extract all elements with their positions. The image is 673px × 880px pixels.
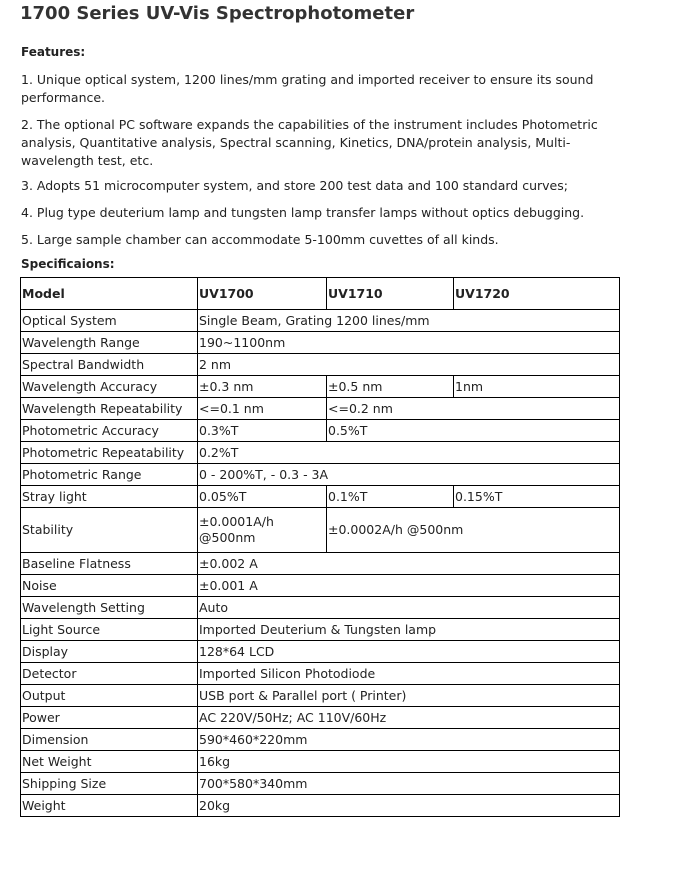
- feature-item: 3. Adopts 51 microcomputer system, and store 200 test data and 100 standard curves;: [21, 178, 568, 193]
- spec-label: Net Weight: [21, 751, 198, 773]
- spec-label: Wavelength Accuracy: [21, 376, 198, 398]
- spec-value: 1nm: [454, 376, 620, 398]
- table-row: [21, 398, 620, 420]
- table-row: [21, 310, 620, 332]
- spec-value: ±0.002 A: [198, 553, 620, 575]
- table-row: [21, 486, 620, 508]
- spec-label: Detector: [21, 663, 198, 685]
- spec-value: Single Beam, Grating 1200 lines/mm: [198, 310, 620, 332]
- table-row: [21, 332, 620, 354]
- feature-item: 4. Plug type deuterium lamp and tungsten lamp transfer lamps without optics debugging.: [21, 205, 585, 220]
- feature-item: 2. The optional PC software expands the capabilities of the instrument includes Photometric analysis, Quantitative analysis, Spectral scanning, Kinetics, DNA/protein analysis, Multi-wavelength test, etc.: [21, 117, 598, 168]
- spec-value: 2 nm: [198, 354, 620, 376]
- table-row: [21, 376, 620, 398]
- table-row: [21, 663, 620, 685]
- spec-label: Stray light: [21, 486, 198, 508]
- spec-value: ±0.3 nm: [198, 376, 327, 398]
- spec-value: Auto: [198, 597, 620, 619]
- spec-value: AC 220V/50Hz; AC 110V/60Hz: [198, 707, 620, 729]
- spec-value: 0.5%T: [327, 420, 620, 442]
- spec-label: Power: [21, 707, 198, 729]
- table-row: [21, 442, 620, 464]
- spec-value: 16kg: [198, 751, 620, 773]
- table-row: [21, 575, 620, 597]
- table-row: [21, 553, 620, 575]
- spec-label: Output: [21, 685, 198, 707]
- spec-label: Display: [21, 641, 198, 663]
- spec-label: Wavelength Range: [21, 332, 198, 354]
- table-row: [21, 508, 620, 553]
- table-row: [21, 597, 620, 619]
- spec-value: 0.3%T: [198, 420, 327, 442]
- spec-value: 20kg: [198, 795, 620, 817]
- specifications-heading: Specificaions:: [21, 257, 115, 271]
- table-row: [21, 464, 620, 486]
- spec-label: Stability: [21, 508, 198, 553]
- table-row: [21, 773, 620, 795]
- features-list: [21, 71, 611, 258]
- spec-label: Baseline Flatness: [21, 553, 198, 575]
- spec-label: Photometric Accuracy: [21, 420, 198, 442]
- spec-value: 590*460*220mm: [198, 729, 620, 751]
- table-row: [21, 729, 620, 751]
- specifications-table: [20, 277, 620, 817]
- spec-label: Photometric Repeatability: [21, 442, 198, 464]
- spec-value: ±0.0001A/h @500nm: [198, 508, 327, 553]
- spec-label: Weight: [21, 795, 198, 817]
- spec-label: Dimension: [21, 729, 198, 751]
- spec-label: Optical System: [21, 310, 198, 332]
- table-row: [21, 641, 620, 663]
- spec-value: 0.15%T: [454, 486, 620, 508]
- spec-value: ±0.001 A: [198, 575, 620, 597]
- spec-label: Wavelength Setting: [21, 597, 198, 619]
- spec-value: Imported Silicon Photodiode: [198, 663, 620, 685]
- spec-value: 0.05%T: [198, 486, 327, 508]
- header-cell: Model: [21, 278, 198, 310]
- table-row: [21, 354, 620, 376]
- table-row: [21, 420, 620, 442]
- spec-value: Imported Deuterium & Tungsten lamp: [198, 619, 620, 641]
- table-row: [21, 619, 620, 641]
- spec-value: ±0.0002A/h @500nm: [327, 508, 620, 553]
- spec-value: 700*580*340mm: [198, 773, 620, 795]
- page-title: 1700 Series UV-Vis Spectrophotometer: [20, 3, 415, 24]
- table-row: [21, 707, 620, 729]
- spec-value: 190~1100nm: [198, 332, 620, 354]
- header-cell: UV1700: [198, 278, 327, 310]
- spec-value: 0 - 200%T, - 0.3 - 3A: [198, 464, 620, 486]
- spec-label: Spectral Bandwidth: [21, 354, 198, 376]
- spec-value: 0.1%T: [327, 486, 454, 508]
- feature-item: 5. Large sample chamber can accommodate 5-100mm cuvettes of all kinds.: [21, 232, 499, 247]
- table-row: [21, 751, 620, 773]
- table-row: [21, 685, 620, 707]
- features-heading: Features:: [21, 45, 86, 59]
- spec-label: Photometric Range: [21, 464, 198, 486]
- spec-label: Wavelength Repeatability: [21, 398, 198, 420]
- spec-value: USB port & Parallel port ( Printer): [198, 685, 620, 707]
- spec-value: <=0.2 nm: [327, 398, 620, 420]
- spec-value: ±0.5 nm: [327, 376, 454, 398]
- spec-label: Noise: [21, 575, 198, 597]
- table-row: [21, 795, 620, 817]
- spec-label: Light Source: [21, 619, 198, 641]
- spec-value: <=0.1 nm: [198, 398, 327, 420]
- table-header-row: [21, 278, 620, 310]
- header-cell: UV1720: [454, 278, 620, 310]
- feature-item: 1. Unique optical system, 1200 lines/mm grating and imported receiver to ensure its sound performance.: [21, 72, 594, 105]
- spec-value: 0.2%T: [198, 442, 620, 464]
- header-cell: UV1710: [327, 278, 454, 310]
- spec-label: Shipping Size: [21, 773, 198, 795]
- spec-value: 128*64 LCD: [198, 641, 620, 663]
